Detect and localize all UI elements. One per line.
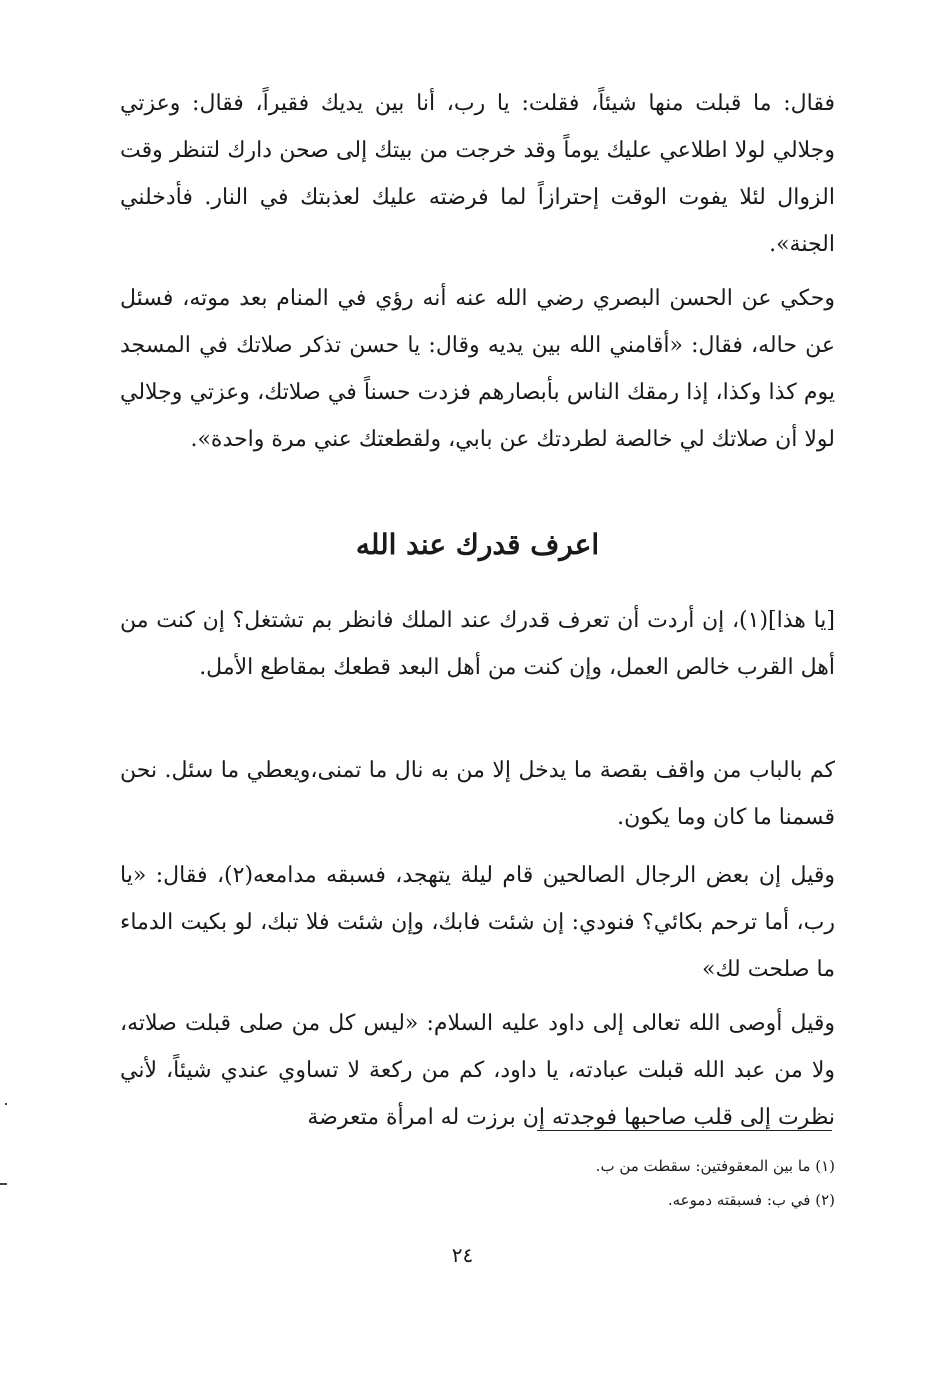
scan-edge-dot [5,1103,7,1105]
paragraph-1: فقال: ما قبلت منها شيئاً، فقلت: يا رب، أنا بين يديك فقيراً، فقال: وعزتي وجلالي لولا اطلاعي عليك يوماً وقد خرجت من بيتك إلى صحن دارك لتنظر وقت الزوال لئلا يفوت الوقت إحترازاً لما فرضته عليك لعذبتك في النار. فأدخلني الجنة». [120,91,835,257]
footnote-1: (١) ما بين المعقوفتين: سقطت من ب. [595,1157,835,1175]
section-heading: اعرف قدرك عند الله [355,528,600,561]
page-number: ٢٤ [451,1243,474,1267]
paragraph-3: [يا هذا](١)، إن أردت أن تعرف قدرك عند الملك فانظر بم تشتغل؟ إن كنت من أهل القرب خالص العمل، وإن كنت من أهل البعد قطعك بمقاطع الأمل. [120,608,835,680]
paragraph-5: وقيل إن بعض الرجال الصالحين قام ليلة يتهجد، فسبقه مدامعه(٢)، فقال: «يا رب، أما ترحم بكائي؟ فنودي: إن شئت فابك، وإن شئت فلا تبك، لو بكيت الدماء ما صلحت لك» [120,863,835,982]
footnote-separator [537,1130,832,1131]
scan-edge-mark [0,1183,7,1185]
paragraph-6: وقيل أوصى الله تعالى إلى داود عليه السلام: «ليس كل من صلى قبلت صلاته، ولا من عبد الله قبلت عبادته، يا داود، كم من ركعة لا تساوي عندي شيئاً، لأني نظرت إلى قلب صاحبها فوجدته إن برزت له امرأة متعرضة [120,1011,835,1130]
paragraph-4: كم بالباب من واقف بقصة ما يدخل إلا من به نال ما تمنى،ويعطي ما سئل. نحن قسمنا ما كان وما يكون. [120,758,835,830]
footnote-2: (٢) في ب: فسبقته دموعه. [667,1191,835,1209]
paragraph-2: وحكي عن الحسن البصري رضي الله عنه أنه رؤي في المنام بعد موته، فسئل عن حاله، فقال: «أقامني الله بين يديه وقال: يا حسن تذكر صلاتك في المسجد يوم كذا وكذا، إذا رمقك الناس بأبصارهم فزدت حسناً في صلاتك، وعزتي وجلالي لولا أن صلاتك لي خالصة لطردتك عن بابي، ولقطعتك عني مرة واحدة». [120,286,835,452]
